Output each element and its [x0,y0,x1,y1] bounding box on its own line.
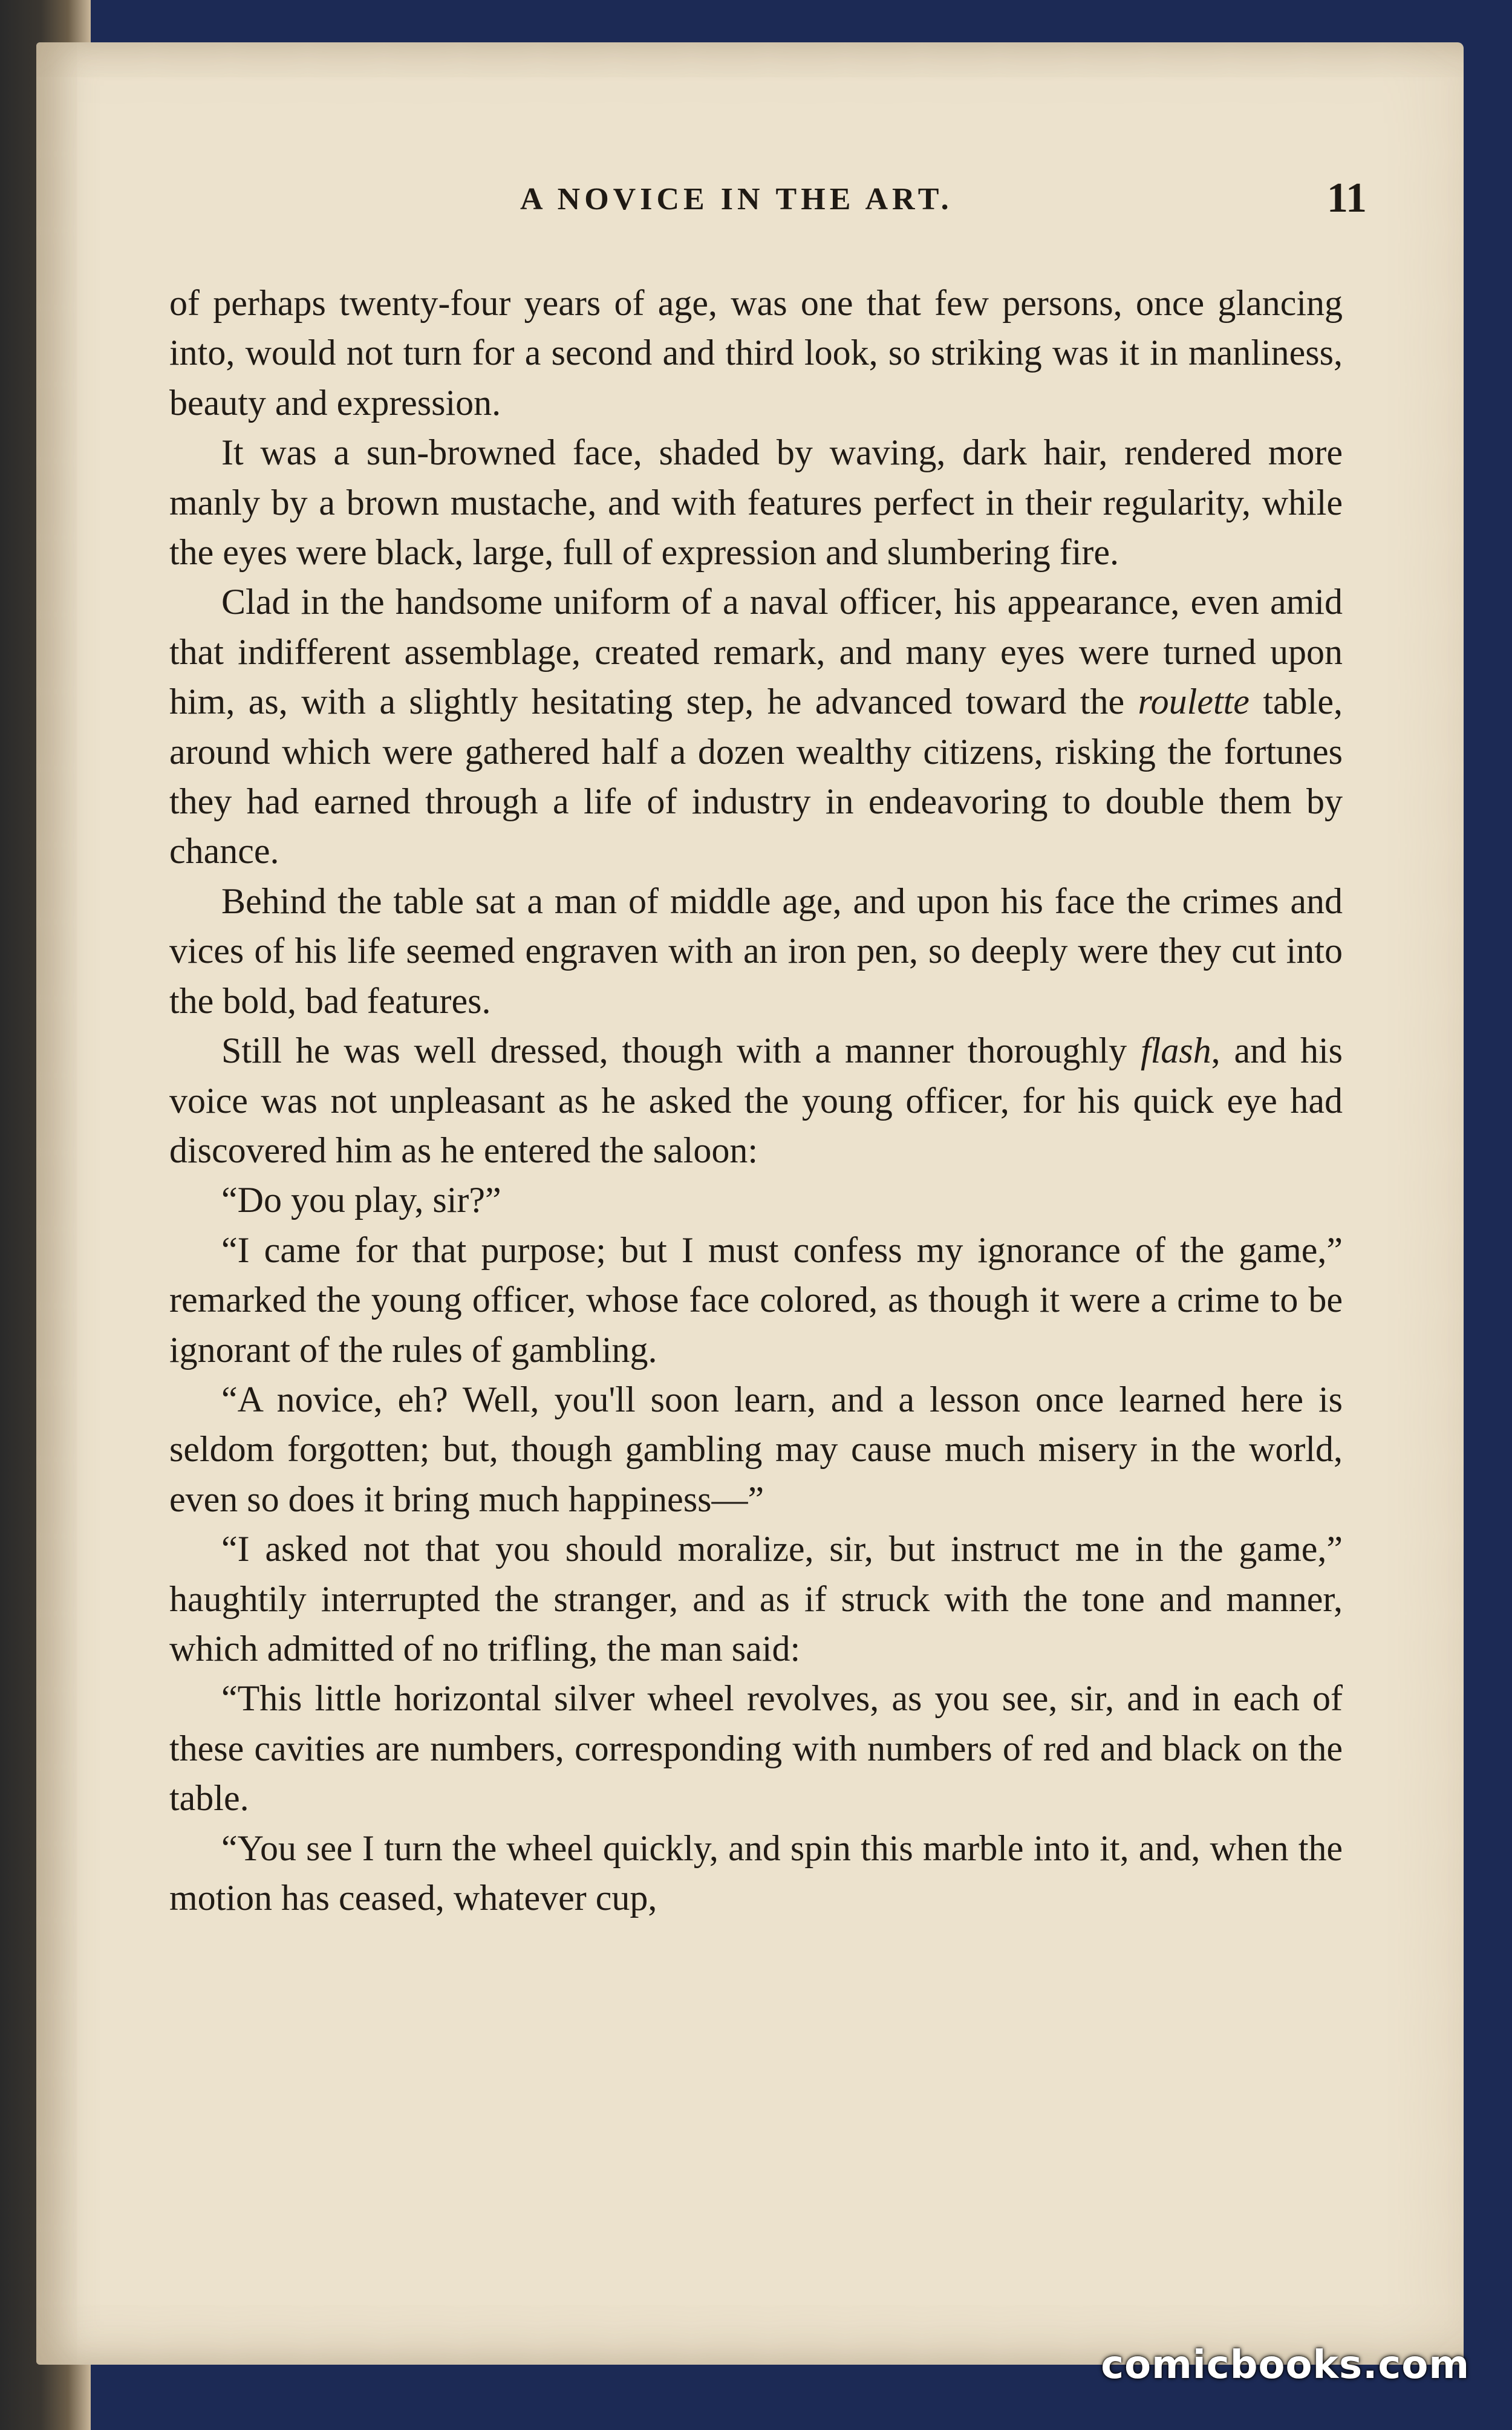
text-run: Still he was well dressed, though with a manner thoroughly [221,1031,1141,1071]
book-page [36,42,1464,2365]
body-text [169,278,1343,1923]
watermark: comicbooks.com [1101,2343,1470,2388]
page-number: 11 [1326,175,1367,221]
text-run: of perhaps twenty-four years of age, was one that few persons, once glancing into, would not turn for a second and third look, so striking was it in manliness, beauty and expression. [169,283,1343,423]
paragraph [169,1524,1343,1673]
text-run: “A novice, eh? Well, you'll soon learn, and a lesson once learned here is seldom forgotten; but, though gambling may cause much misery in the world, even so does it bring much happiness—” [169,1379,1343,1519]
paragraph [169,1823,1343,1923]
text-run: “Do you play, sir?” [221,1180,501,1220]
text-run: “You see I turn the wheel quickly, and spin this marble into it, and, when the motion has ceased, whatever cup, [169,1828,1343,1918]
page-header [36,175,1464,230]
italic-text: roulette [1138,682,1250,722]
paragraph [169,278,1343,428]
text-run: Clad in the handsome uniform of a naval officer, his appearance, even amid that indifferent assemblage, created remark, and many eyes were turned upon him, as, with a slightly hesitating step, he advanced toward the [169,582,1343,722]
paragraph [169,1673,1343,1823]
text-run: It was a sun-browned face, shaded by waving, dark hair, rendered more manly by a brown mustache, and with features perfect in their regularity, while the eyes were black, large, full of expression and slumbering fire. [169,432,1343,573]
text-run: table, around which were gathered half a dozen wealthy citizens, risking the fortunes they had earned through a life of industry in endeavoring to double them by chance. [169,682,1343,871]
text-run: “I came for that purpose; but I must confess my ignorance of the game,” remarked the young officer, whose face colored, as though it were a crime to be ignorant of the rules of gambling. [169,1230,1343,1370]
text-run: , and his voice was not unpleasant as he asked the young officer, for his quick eye had discovered him as he entered the saloon: [169,1031,1343,1170]
paragraph [169,428,1343,577]
paragraph [169,876,1343,1026]
text-run: “I asked not that you should moralize, sir, but instruct me in the game,” haughtily interrupted the stranger, and as if struck with the tone and manner, which admitted of no trifling, the man said: [169,1529,1343,1669]
text-run: “This little horizontal silver wheel revolves, as you see, sir, and in each of these cavities are numbers, corresponding with numbers of red and black on the table. [169,1678,1343,1819]
paragraph [169,577,1343,876]
paragraph [169,1375,1343,1524]
text-run: Behind the table sat a man of middle age, and upon his face the crimes and vices of his life seemed engraven with an iron pen, so deeply were they cut into the bold, bad features. [169,881,1343,1021]
running-title: A NOVICE IN THE ART. [520,182,953,217]
paragraph [169,1175,1343,1225]
paragraph [169,1026,1343,1175]
paragraph [169,1225,1343,1375]
italic-text: flash [1140,1031,1211,1071]
